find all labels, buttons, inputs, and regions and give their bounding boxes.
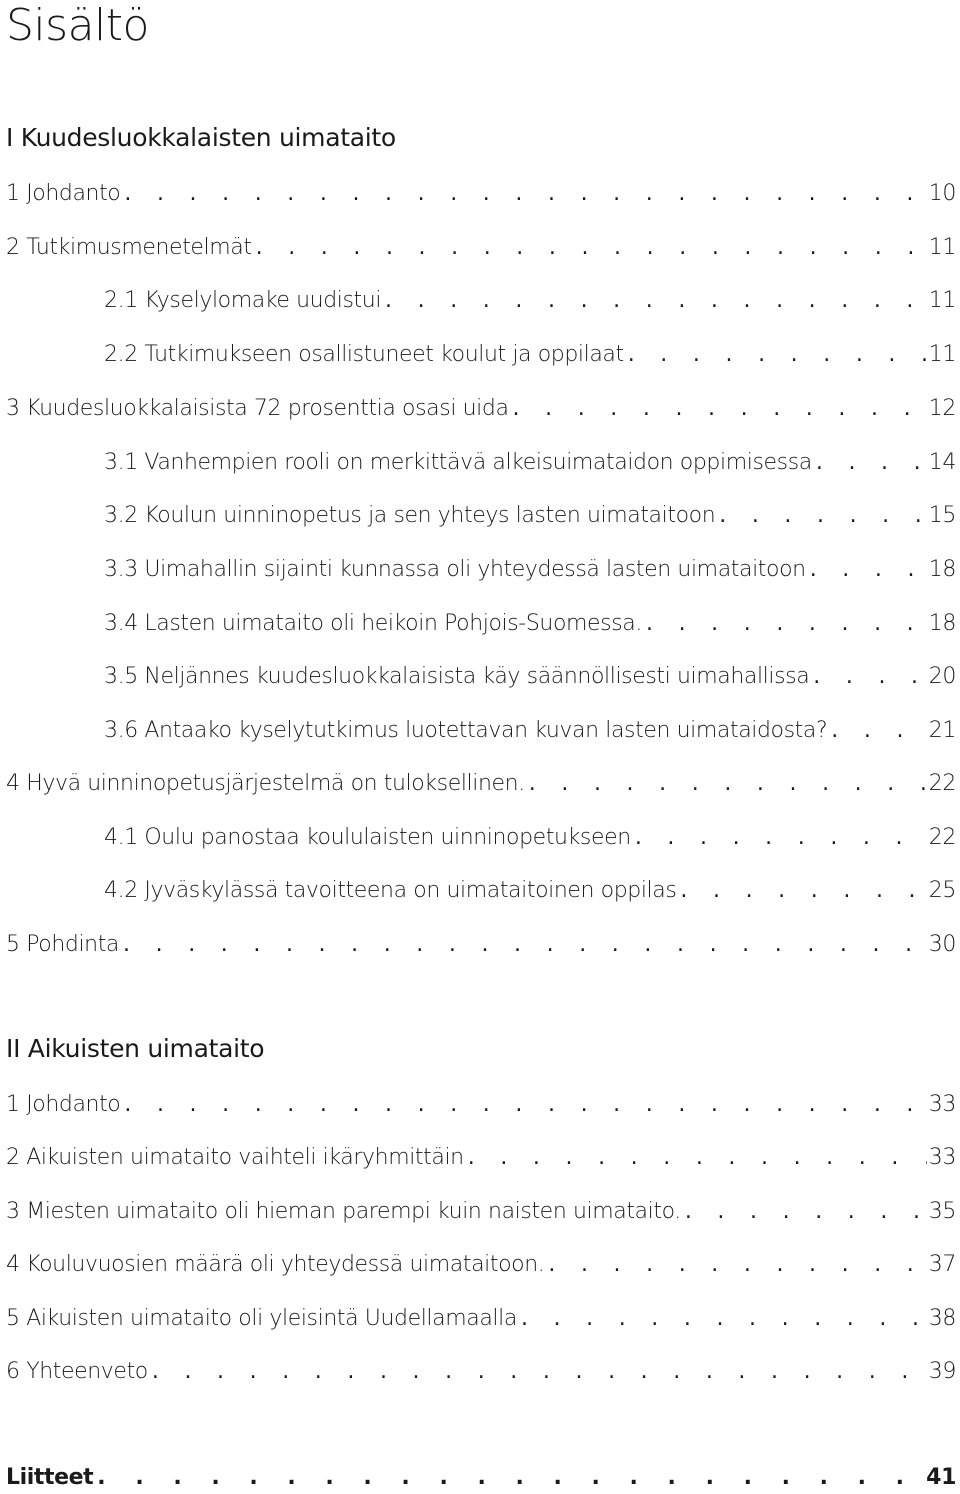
toc-entry[interactable]	[104, 608, 956, 640]
dot-leader	[635, 822, 927, 854]
toc-entry-page: 20	[928, 664, 956, 689]
dot-leader	[685, 1196, 927, 1228]
toc-entry[interactable]	[6, 1142, 956, 1174]
toc-entry-label: Liitteet	[6, 1465, 94, 1490]
toc-entry[interactable]	[6, 929, 956, 961]
toc-entry[interactable]	[6, 393, 956, 425]
toc-entry-label: 3.2 Koulun uinninopetus ja sen yhteys lasten uimataitoon	[104, 503, 716, 528]
dot-leader	[810, 554, 927, 586]
toc-entry[interactable]	[104, 822, 956, 854]
toc-entry-page: 35	[928, 1199, 956, 1224]
dot-leader	[529, 768, 927, 800]
dot-leader	[813, 661, 927, 693]
toc-entry-page: 37	[928, 1252, 956, 1277]
toc-entry-label: 1 Johdanto	[6, 1092, 121, 1117]
toc-entry[interactable]	[6, 1196, 956, 1228]
toc-entry-page: 15	[928, 503, 956, 528]
dot-leader	[646, 608, 927, 640]
toc-entry-page: 11	[928, 235, 956, 260]
toc-entry-page: 18	[928, 557, 956, 582]
dot-leader	[468, 1142, 927, 1174]
part-1-heading: I Kuudesluokkalaisten uimataito	[6, 123, 396, 152]
toc-entry[interactable]	[6, 1089, 956, 1121]
toc-entry-page: 22	[928, 825, 956, 850]
dot-leader	[680, 875, 926, 907]
toc-entry-page: 30	[928, 932, 956, 957]
toc-entry[interactable]	[104, 339, 956, 371]
toc-entry-label: 5 Aikuisten uimataito oli yleisintä Uudellamaalla	[6, 1306, 517, 1331]
toc-entry-appendix[interactable]	[6, 1462, 956, 1494]
toc-entry-page: 25	[928, 878, 956, 903]
toc-entry-page: 38	[928, 1306, 956, 1331]
toc-entry[interactable]	[104, 661, 956, 693]
toc-entry-label: 2.1 Kyselylomake uudistui	[104, 288, 382, 313]
toc-entry[interactable]	[6, 1303, 956, 1335]
toc-entry[interactable]	[104, 500, 956, 532]
toc-entry[interactable]	[104, 875, 956, 907]
toc-entry-page: 21	[928, 718, 956, 743]
dot-leader	[513, 393, 927, 425]
toc-entry[interactable]	[104, 285, 956, 317]
toc-entry-label: 3.3 Uimahallin sijainti kunnassa oli yhteydessä lasten uimataitoon	[104, 557, 806, 582]
toc-entry-page: 14	[928, 450, 956, 475]
toc-entry-label: 2 Tutkimusmenetelmät	[6, 235, 252, 260]
dot-leader	[256, 232, 927, 264]
dot-leader	[719, 500, 927, 532]
dot-leader	[521, 1303, 927, 1335]
toc-entry-label: 1 Johdanto	[6, 181, 121, 206]
toc-entry-page: 22	[928, 771, 956, 796]
toc-entry-label: 4 Hyvä uinninopetusjärjestelmä on tuloksellinen.	[6, 771, 525, 796]
dot-leader	[385, 285, 927, 317]
toc-entry-page: 33	[928, 1145, 956, 1170]
toc-entry[interactable]	[6, 1356, 956, 1388]
toc-entry-label: 6 Yhteenveto	[6, 1359, 148, 1384]
toc-entry-label: 3 Kuudesluokkalaisista 72 prosenttia osasi uida	[6, 396, 509, 421]
dot-leader	[152, 1356, 927, 1388]
toc-entry[interactable]	[6, 768, 956, 800]
toc-entry[interactable]	[104, 715, 956, 747]
toc-entry-label: 3.5 Neljännes kuudesluokkalaisista käy säännöllisesti uimahallissa	[104, 664, 810, 689]
toc-entry-page: 12	[928, 396, 956, 421]
toc-entry-page: 39	[928, 1359, 956, 1384]
dot-leader	[548, 1249, 926, 1281]
dot-leader	[123, 929, 927, 961]
toc-entry-label: 5 Pohdinta	[6, 932, 120, 957]
toc-entry-label: 3.6 Antaako kyselytutkimus luotettavan kuvan lasten uimataidosta?	[104, 718, 828, 743]
dot-leader	[124, 1089, 926, 1121]
toc-entry-page: 10	[928, 181, 956, 206]
page-title: Sisältö	[6, 0, 149, 51]
toc-entry-page: 41	[926, 1465, 956, 1490]
toc-entry-page: 33	[928, 1092, 956, 1117]
toc-entry-label: 4.1 Oulu panostaa koululaisten uinninopetukseen	[104, 825, 631, 850]
toc-entry-page: 11	[928, 288, 956, 313]
toc-entry[interactable]	[104, 447, 956, 479]
dot-leader	[831, 715, 927, 747]
toc-entry[interactable]	[6, 232, 956, 264]
toc-entry-label: 2 Aikuisten uimataito vaihteli ikäryhmittäin	[6, 1145, 464, 1170]
dot-leader	[124, 178, 926, 210]
dot-leader	[816, 447, 927, 479]
toc-entry[interactable]	[6, 1249, 956, 1281]
part-2-heading: II Aikuisten uimataito	[6, 1034, 265, 1063]
toc-entry-label: 3.4 Lasten uimataito oli heikoin Pohjois-Suomessa.	[104, 611, 642, 636]
toc-entry-label: 4 Kouluvuosien määrä oli yhteydessä uimataitoon.	[6, 1252, 545, 1277]
toc-entry-label: 3.1 Vanhempien rooli on merkittävä alkeisuimataidon oppimisessa	[104, 450, 812, 475]
toc-entry-page: 11	[928, 342, 956, 367]
toc-entry-label: 4.2 Jyväskylässä tavoitteena on uimataitoinen oppilas	[104, 878, 677, 903]
dot-leader	[97, 1462, 924, 1494]
toc-entry-label: 2.2 Tutkimukseen osallistuneet koulut ja oppilaat	[104, 342, 624, 367]
toc-entry-label: 3 Miesten uimataito oli hieman parempi kuin naisten uimataito.	[6, 1199, 681, 1224]
toc-entry[interactable]	[104, 554, 956, 586]
toc-entry-page: 18	[928, 611, 956, 636]
dot-leader	[628, 339, 927, 371]
toc-entry[interactable]	[6, 178, 956, 210]
